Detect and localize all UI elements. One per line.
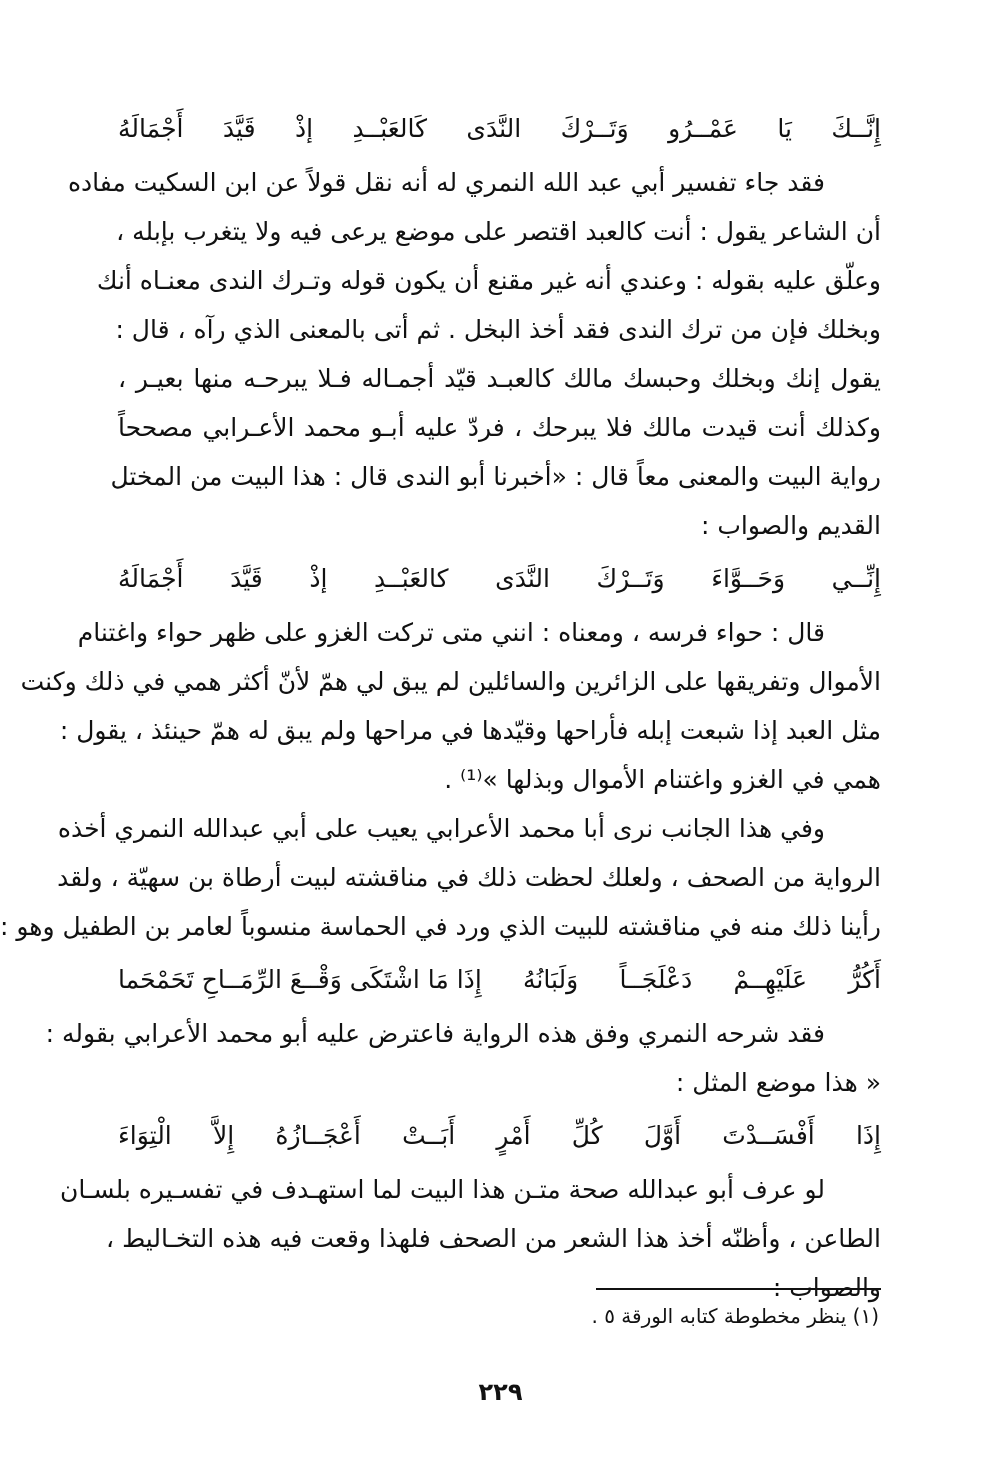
verse-word: إذْ (294, 114, 314, 143)
paragraph-line: يقول إنك وبخلك وحبسك مالك كالعبـد قيّد أجمـاله فـلا يبرحـه منها بعيـر ، (118, 364, 881, 393)
verse-word: أَكُرُّ (848, 965, 881, 994)
verse-word: أَوَّلَ (643, 1121, 682, 1150)
verse-word: عَمْــرُو (668, 114, 738, 143)
verse-word: عَلَيْهِــمْ (733, 965, 808, 994)
verse-word: أَجْمَالَهُ (118, 114, 184, 143)
verse-word: قَيَّدَ (230, 564, 263, 593)
verse-1 (118, 100, 881, 158)
paragraph-line: أن الشاعر يقول : أنت كالعبد اقتصر على موضع يرعى فيه ولا يتغرب بإبله ، (116, 217, 881, 246)
verse-word: الْتِوَاءَ (118, 1121, 172, 1150)
verse-word: وَحَــوَّاءَ (711, 564, 786, 593)
footnote-divider (596, 1288, 881, 1290)
paragraph-line: همي في الغزو واغتنام الأموال وبذلها »⁽¹⁾ . (444, 765, 881, 794)
verse-word: إِنِّــي (831, 564, 881, 593)
paragraph-line: والصواب : (772, 1273, 881, 1302)
paragraph-line: وعلّق عليه بقوله : وعندي أنه غير مقنع أن يكون قوله وتـرك الندى معنـاه أنك (96, 266, 881, 295)
verse-word: إذْ (309, 564, 328, 593)
verse-word: أَعْجَــازُهُ (275, 1121, 361, 1150)
verse-word: يَا (777, 114, 792, 143)
verse-word: أَمْرٍ (496, 1121, 531, 1150)
verse-word: دَعْلَجَــاً (619, 965, 693, 994)
paragraph-line: وكذلك أنت قيدت مالك فلا يبرحك ، فردّ عليه أبـو محمد الأعـرابي مصححاً (118, 413, 881, 442)
verse-word: إِنَّــكَ (831, 114, 881, 143)
verse-2 (118, 550, 881, 608)
verse-word: إِلاَّ (212, 1121, 235, 1150)
verse-word: أَفْسَــدْتَ (722, 1121, 815, 1150)
verse-word: النَّدَى (466, 114, 522, 143)
verse-word: إِذَا مَا اشْتَكَى وَقْــعَ الرِّمَــاحِ تَحَمْحَما (118, 965, 482, 994)
paragraph-line: الطاعن ، وأظنّه أخذ هذا الشعر من الصحف فلهذا وقعت فيه هذه التخـاليط ، (106, 1224, 881, 1253)
verse-word: كَالعَبْــدِ (352, 114, 427, 143)
verse-word: وَلَبَانُهُ (523, 965, 579, 994)
paragraph-line: الأموال وتفريقها على الزائرين والسائلين لم يبق لي همّ لأنّ أكثر همي في ذلك وكنت (20, 667, 881, 696)
paragraph-line: مثل العبد إذا شبعت إبله فأراحها وقيّدها في مراحها ولم يبق له همّ حينئذ ، يقول : (59, 716, 881, 745)
verse-4 (118, 1107, 881, 1165)
verse-word: قَيَّدَ (222, 114, 256, 143)
paragraph-line: لو عرف أبو عبدالله صحة متـن هذا البيت لما استهـدف في تفسـيره بلسـان (60, 1175, 825, 1204)
verse-word: إِذَا (855, 1121, 881, 1150)
verse-word: كالعَبْــدِ (374, 564, 449, 593)
paragraph-line: وفي هذا الجانب نرى أبا محمد الأعرابي يعيب على أبي عبدالله النمري أخذه (57, 814, 825, 843)
paragraph-line: « هذا موضع المثل : (675, 1068, 881, 1097)
paragraph-line: فقد جاء تفسير أبي عبد الله النمري له أنه نقل قولاً عن ابن السكيت مفاده (67, 168, 825, 197)
verse-word: كُلِّ (571, 1121, 603, 1150)
paragraph-line: الرواية من الصحف ، ولعلك لحظت ذلك في مناقشته لبيت أرطاة بن سهيّة ، ولقد (57, 863, 881, 892)
paragraph-line: رواية البيت والمعنى معاً قال : «أخبرنا أبو الندى قال : هذا البيت من المختل (110, 462, 881, 491)
body-text (0, 100, 881, 1312)
verse-word: أَجْمَالَهُ (118, 564, 184, 593)
verse-word: وَتَــرْكَ (596, 564, 665, 593)
page-number: ٢٢٩ (478, 1378, 523, 1406)
verse-word: النَّدَى (495, 564, 550, 593)
paragraph-line: رأينا ذلك منه في مناقشته للبيت الذي ورد في الحماسة منسوباً لعامر بن الطفيل وهو : (0, 912, 881, 941)
paragraph-line: قال : حواء فرسه ، ومعناه : انني متى تركت الغزو على ظهر حواء واغتنام (77, 618, 825, 647)
verse-3 (118, 951, 881, 1009)
paragraph-line: وبخلك فإن من ترك الندى فقد أخذ البخل . ثم أتى بالمعنى الذي رآه ، قال : (115, 315, 881, 344)
verse-word: أَبَــتْ (402, 1121, 456, 1150)
verse-word: وَتَــرْكَ (560, 114, 629, 143)
paragraph-line: فقد شرحه النمري وفق هذه الرواية فاعترض عليه أبو محمد الأعرابي بقوله : (45, 1019, 825, 1048)
footnote: (١) ينظر مخطوطة كتابه الورقة ٥ . (591, 1304, 879, 1328)
paragraph-line: القديم والصواب : (701, 511, 881, 540)
